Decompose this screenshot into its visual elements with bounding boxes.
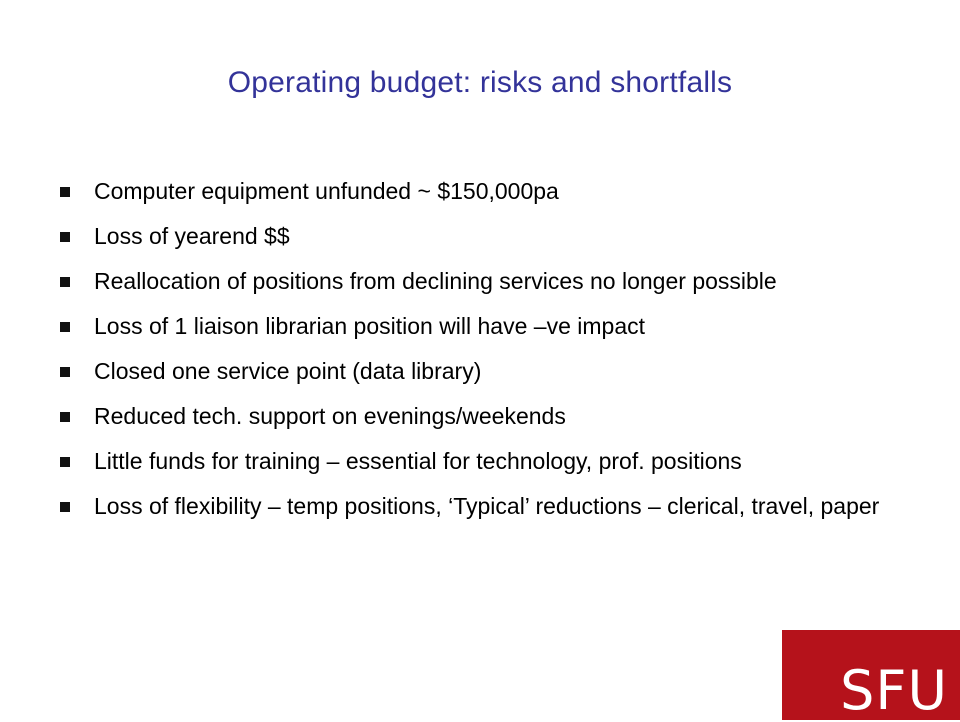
square-bullet-icon (60, 187, 70, 197)
bullet-text: Little funds for training – essential for technology, prof. positions (94, 448, 742, 474)
square-bullet-icon (60, 367, 70, 377)
square-bullet-icon (60, 412, 70, 422)
square-bullet-icon (60, 457, 70, 467)
bullet-text: Computer equipment unfunded ~ $150,000pa (94, 178, 559, 204)
bullet-text: Loss of 1 liaison librarian position will have –ve impact (94, 313, 646, 339)
bullet-item (56, 311, 906, 342)
bullet-text: Loss of yearend $$ (94, 223, 290, 249)
sfu-logo (782, 630, 960, 720)
bullet-item (56, 221, 906, 252)
bullet-text: Reduced tech. support on evenings/weekends (94, 403, 566, 429)
bullet-text: Reallocation of positions from declining services no longer possible (94, 268, 777, 294)
bullet-text: Loss of flexibility – temp positions, ‘Typical’ reductions – clerical, travel, paper (94, 493, 880, 519)
bullet-text: Closed one service point (data library) (94, 358, 482, 384)
bullet-item (56, 356, 906, 387)
sfu-logo-text: SFU (840, 659, 948, 722)
bullet-list (56, 176, 906, 536)
square-bullet-icon (60, 232, 70, 242)
bullet-item (56, 176, 906, 207)
square-bullet-icon (60, 502, 70, 512)
bullet-item (56, 491, 906, 522)
square-bullet-icon (60, 322, 70, 332)
bullet-item (56, 401, 906, 432)
slide-title: Operating budget: risks and shortfalls (227, 66, 733, 99)
bullet-item (56, 266, 906, 297)
square-bullet-icon (60, 277, 70, 287)
bullet-item (56, 446, 906, 477)
